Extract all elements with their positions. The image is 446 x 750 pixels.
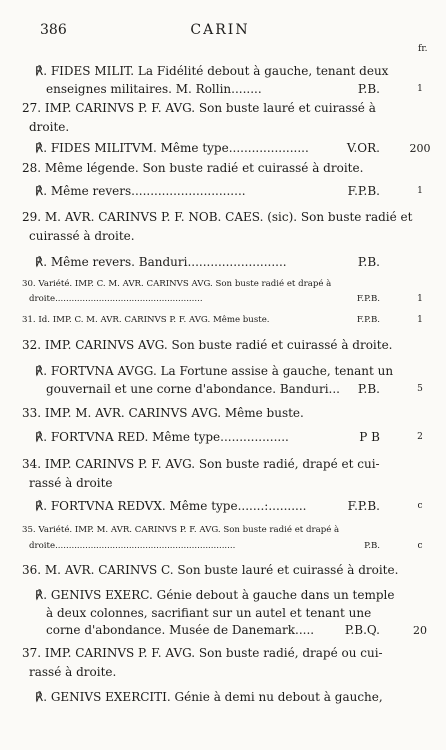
line-text: enseignes militaires. M. Rollin........	[46, 82, 262, 96]
line-text: cuirassé à droite.	[29, 229, 135, 243]
rate-value: 1	[417, 294, 423, 304]
line-text: ℟. Même revers..............................	[35, 184, 246, 198]
series-designation: P.B.	[357, 382, 380, 396]
line-text: 34. IMP. CARINVS P. F. AVG. Son buste radié, drapé et cui-	[22, 457, 380, 471]
rate-value: 1	[417, 315, 423, 325]
rate-value: 1	[417, 84, 423, 94]
line-text: ℟. FORTVNA RED. Même type..................	[35, 430, 289, 444]
line-text: rassé à droite.	[29, 665, 117, 679]
line-text: ℟. Même revers. Banduri..........................	[35, 255, 287, 269]
rate-value: c	[417, 541, 423, 551]
rate-value: 2	[417, 432, 423, 442]
line-text: 35. Variété. IMP. M. AVR. CARINVS P. F. AVG. Son buste radié et drapé à	[22, 525, 340, 535]
line-text: droite.	[29, 120, 70, 134]
line-text: 37. IMP. CARINVS P. F. AVG. Son buste radié, drapé ou cui-	[22, 646, 383, 660]
line-text: 27. IMP. CARINVS P. F. AVG. Son buste lauré et cuirassé à	[22, 101, 376, 115]
line-text: rassé à droite	[29, 476, 113, 490]
line-text: 29. M. AVR. CARINVS P. F. NOB. CAES. (sic). Son buste radié et	[22, 210, 413, 224]
line-text: 28. Même légende. Son buste radié et cuirassé à droite.	[22, 161, 364, 175]
rate-value: 5	[417, 384, 423, 394]
line-text: corne d'abondance. Musée de Danemark.....	[46, 623, 315, 637]
series-designation: F.P.B.	[347, 184, 380, 198]
series-designation: F.P.B.	[356, 315, 380, 325]
line-text: 33. IMP. M. AVR. CARINVS AVG. Même buste.	[22, 406, 304, 420]
series-designation: P.B.	[357, 82, 380, 96]
rate-value: 1	[417, 186, 423, 196]
line-text: gouvernail et une corne d'abondance. Banduri...	[46, 382, 340, 396]
page-title: CARIN	[190, 22, 250, 38]
rate-value: 200	[409, 142, 431, 155]
running-header	[40, 22, 400, 42]
line-text: ℟. FIDES MILITVM. Même type.....................	[35, 141, 309, 155]
line-text: ℟. GENIVS EXERC. Génie debout à gauche dans un temple	[35, 588, 395, 602]
line-text: ℟. GENIVS EXERCITI. Génie à demi nu debout à gauche,	[35, 690, 383, 704]
line-text: 31. Id. IMP. C. M. AVR. CARINVS P. F. AVG. Même buste.	[22, 315, 270, 325]
line-text: 30. Variété. IMP. C. M. AVR. CARINVS AVG. Son buste radié et drapé à	[22, 279, 332, 289]
line-text: ℟. FIDES MILIT. La Fidélité debout à gauche, tenant deux	[35, 64, 389, 78]
series-designation: F.P.B.	[356, 294, 380, 304]
series-designation: P B	[359, 430, 380, 444]
series-designation: V.OR.	[346, 141, 380, 155]
series-designation: P.B.	[357, 255, 380, 269]
line-text: 36. M. AVR. CARINVS C. Son buste lauré et cuirassé à droite.	[22, 563, 399, 577]
series-designation: P.B.Q.	[344, 623, 380, 637]
rate-value: 20	[413, 624, 427, 637]
line-text: 32. IMP. CARINVS AVG. Son buste radié et cuirassé à droite.	[22, 338, 393, 352]
line-text: droite......................................................	[29, 294, 203, 304]
page-number: 386	[40, 22, 67, 38]
line-text: ℟. FORTVNA REDVX. Même type.......:..........	[35, 499, 307, 513]
line-text: droite..................................................................	[29, 541, 236, 551]
rate-value: c	[417, 501, 423, 511]
series-designation: P.B.	[364, 541, 380, 551]
rate-column-label: fr.	[418, 44, 428, 54]
line-text: à deux colonnes, sacrifiant sur un autel et tenant une	[46, 606, 372, 620]
series-designation: F.P.B.	[347, 499, 380, 513]
line-text: ℟. FORTVNA AVGG. La Fortune assise à gauche, tenant un	[35, 364, 394, 378]
